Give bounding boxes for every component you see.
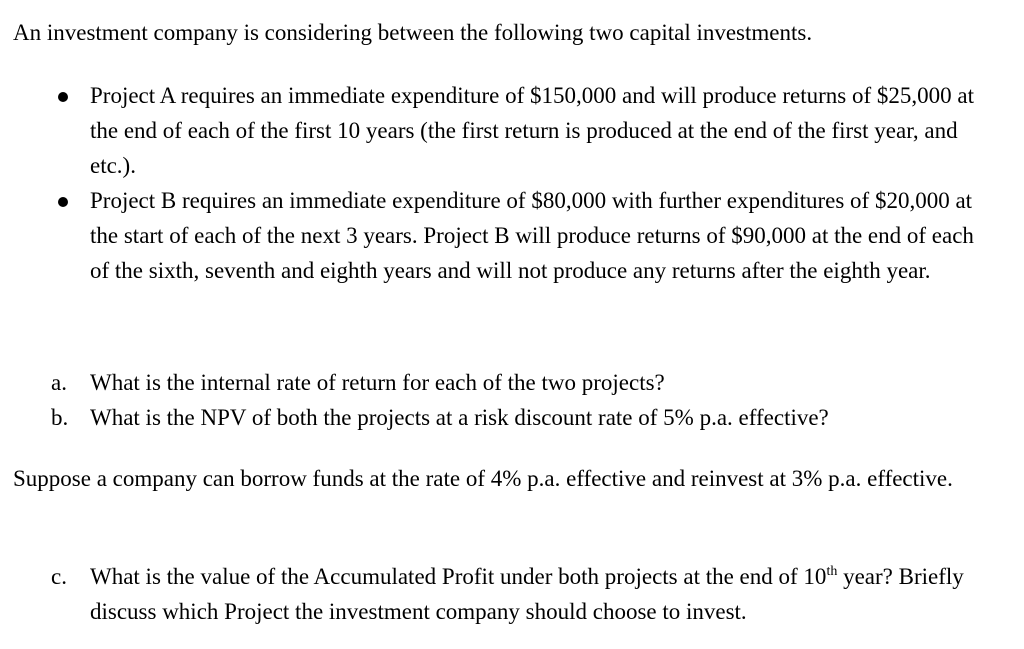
question-b-marker: b. [51,405,69,430]
question-c-text [90,559,990,629]
question-c-marker: c. [51,564,67,589]
bullet-icon [58,92,68,102]
bullet-icon [58,197,68,207]
suppose-paragraph: Suppose a company can borrow funds at the rate of 4% p.a. effective and reinvest at 3% p.a. effective. [13,466,953,491]
question-c-text-before: What is the value of the Accumulated Profit under both projects at the end of 10 [90,564,827,589]
question-c-text-after: year? Briefly discuss which Project the investment company should choose to invest. [90,564,964,624]
question-a-marker: a. [51,370,67,395]
intro-paragraph: An investment company is considering between the following two capital investments. [13,20,813,45]
question-b-text: What is the NPV of both the projects at a risk discount rate of 5% p.a. effective? [90,405,829,430]
project-a-text: Project A requires an immediate expenditure of $150,000 and will produce returns of $25,000 at the end of each of the first 10 years (the first return is produced at the end of the first year, and etc.). [90,83,974,178]
project-b-item [0,183,990,288]
project-list [0,78,1024,288]
project-a-item [0,78,990,183]
question-a-text: What is the internal rate of return for each of the two projects? [90,370,665,395]
project-b-text: Project B requires an immediate expenditure of $80,000 with further expenditures of $20,000 at the start of each of the next 3 years. Project B will produce returns of $90,000 at the end of each of the sixth, seventh and eighth years and will not produce any returns after the eighth year. [90,188,974,283]
question-c-superscript: th [826,564,838,579]
